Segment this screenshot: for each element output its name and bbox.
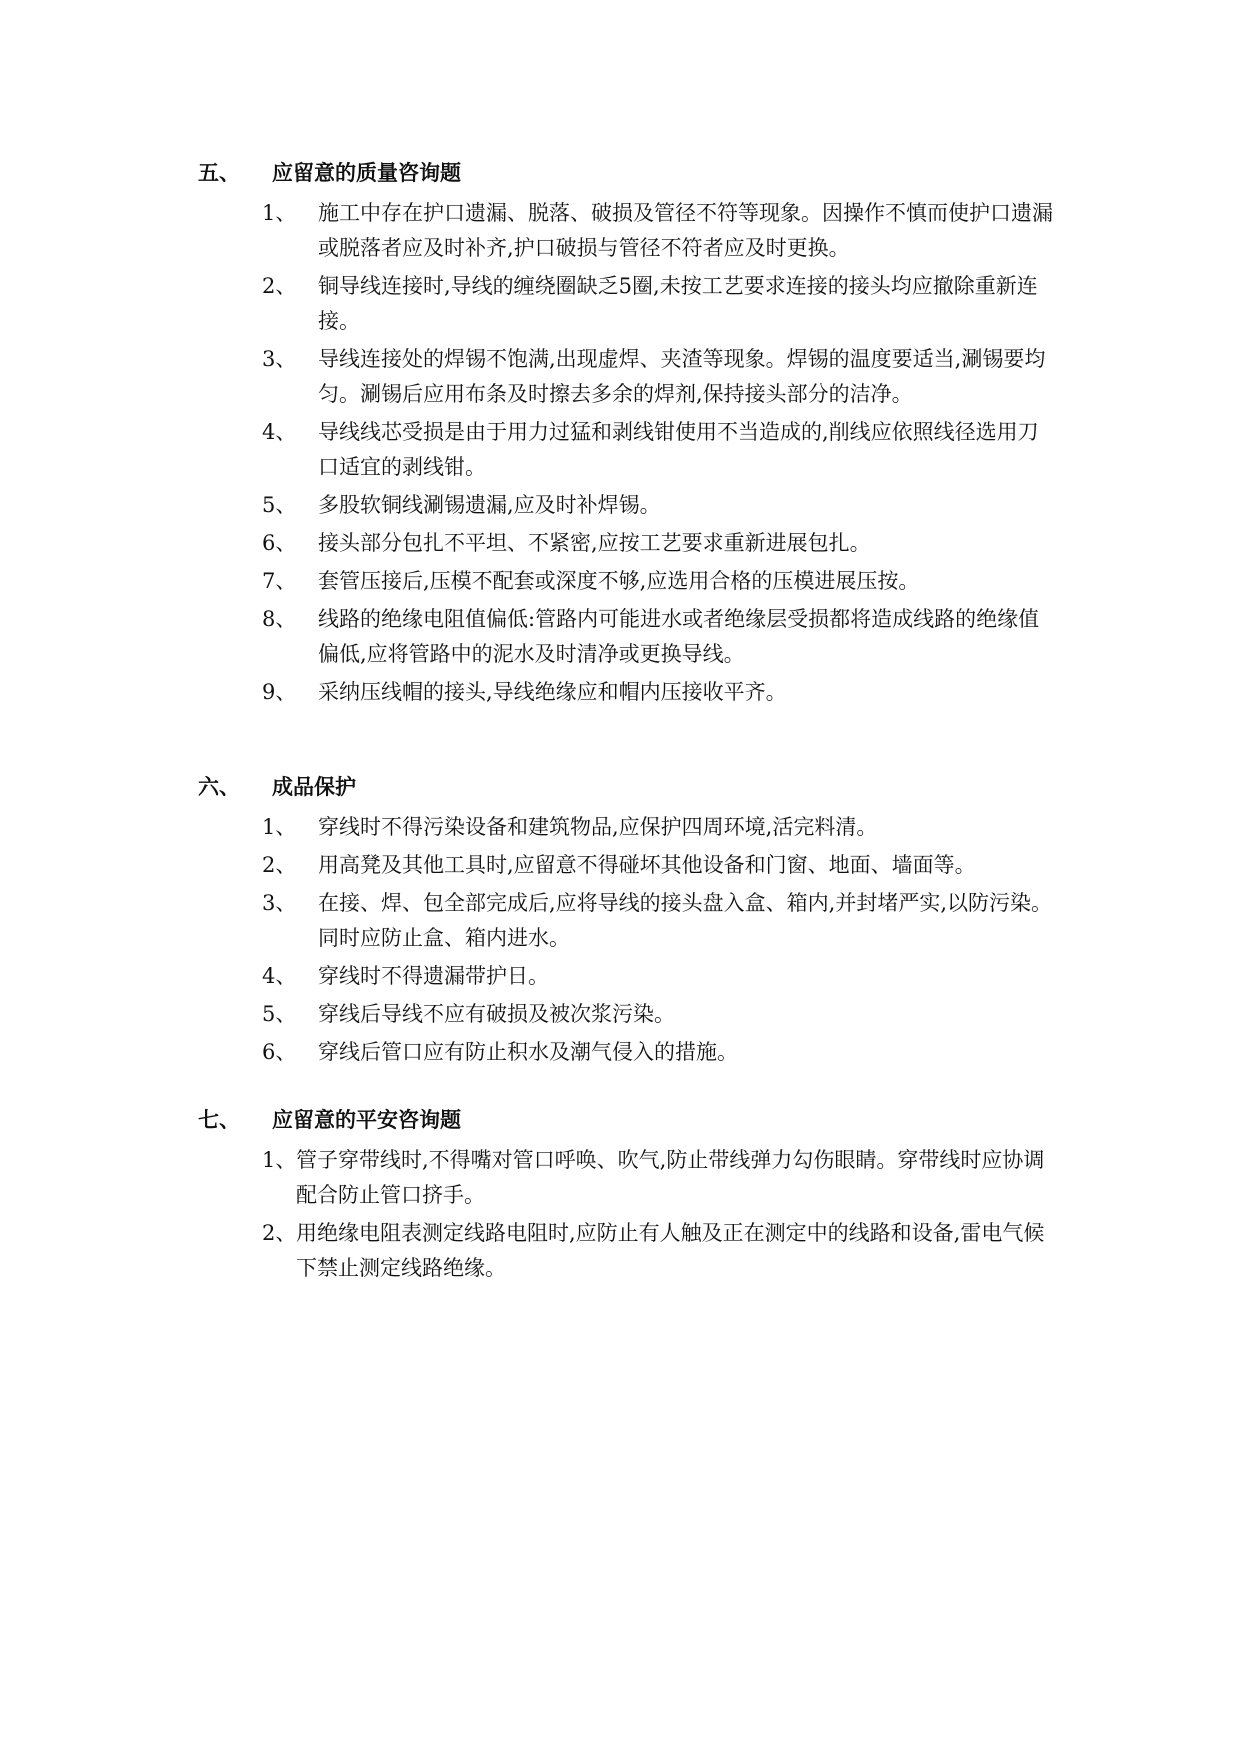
item-number: 3、	[262, 891, 297, 915]
item-text: 穿线后管口应有防止积水及潮气侵入的措施。	[318, 1040, 738, 1064]
list-item	[198, 810, 1058, 845]
item-number: 1、	[262, 815, 297, 839]
list-item	[198, 1216, 1058, 1286]
item-text: 穿线时不得遗漏带护日。	[318, 964, 549, 988]
item-number: 2、	[262, 853, 297, 877]
item-number: 2、	[262, 1221, 297, 1245]
item-number: 6、	[262, 531, 297, 555]
list-item	[198, 997, 1058, 1032]
section-number: 七、	[198, 1108, 240, 1132]
list-item	[198, 675, 1058, 710]
list-item	[198, 886, 1058, 956]
item-number: 8、	[262, 607, 297, 631]
item-number: 5、	[262, 1002, 297, 1026]
list-item	[198, 488, 1058, 523]
item-text: 导线连接处的焊锡不饱满,出现虚焊、夹渣等现象。焊锡的温度要适当,涮锡要均匀。涮锡后应用布条及时擦去多余的焊剂,保持接头部分的洁净。	[318, 347, 1046, 406]
section-quality-issues	[198, 156, 1058, 713]
section-title: 成品保护	[272, 775, 356, 799]
section-safety-issues	[198, 1103, 1058, 1289]
item-text: 套管压接后,压模不配套或深度不够,应选用合格的压模进展压按。	[318, 569, 920, 593]
item-text: 穿线时不得污染设备和建筑物品,应保护四周环境,活完料清。	[318, 815, 878, 839]
item-text: 多股软铜线涮锡遗漏,应及时补焊锡。	[318, 493, 661, 517]
item-text: 线路的绝缘电阻值偏低:管路内可能进水或者绝缘层受损都将造成线路的绝缘值偏低,应将管路中的泥水及时清净或更换导线。	[318, 607, 1040, 666]
section-title: 应留意的平安咨询题	[272, 1108, 461, 1132]
section-title: 应留意的质量咨询题	[272, 161, 461, 185]
section-product-protection	[198, 770, 1058, 1073]
item-number: 9、	[262, 680, 297, 704]
item-number: 4、	[262, 420, 297, 444]
item-number: 7、	[262, 569, 297, 593]
list-item	[198, 602, 1058, 672]
item-text: 导线线芯受损是由于用力过猛和剥线钳使用不当造成的,削线应依照线径选用刀口适宜的剥线钳。	[318, 420, 1039, 479]
item-text: 在接、焊、包全部完成后,应将导线的接头盘入盒、箱内,并封堵严实,以防污染。同时应防止盒、箱内进水。	[318, 891, 1053, 950]
item-text: 用绝缘电阻表测定线路电阻时,应防止有人触及正在测定中的线路和设备,雷电气候下禁止测定线路绝缘。	[296, 1221, 1045, 1280]
item-text: 铜导线连接时,导线的缠绕圈缺乏5圈,未按工艺要求连接的接头均应撤除重新连接。	[318, 274, 1038, 333]
section-number: 五、	[198, 161, 240, 185]
section-heading	[198, 770, 1058, 804]
section-heading	[198, 156, 1058, 190]
list-item	[198, 1143, 1058, 1213]
section-number: 六、	[198, 775, 240, 799]
item-number: 2、	[262, 274, 297, 298]
list-item	[198, 415, 1058, 485]
list-item	[198, 959, 1058, 994]
item-text: 用高凳及其他工具时,应留意不得碰坏其他设备和门窗、地面、墙面等。	[318, 853, 976, 877]
item-text: 管子穿带线时,不得嘴对管口呼唤、吹气,防止带线弹力勾伤眼睛。穿带线时应协调配合防止管口挤手。	[296, 1148, 1045, 1207]
item-text: 采纳压线帽的接头,导线绝缘应和帽内压接收平齐。	[318, 680, 787, 704]
item-number: 5、	[262, 493, 297, 517]
list-item	[198, 1035, 1058, 1070]
list-item	[198, 848, 1058, 883]
list-item	[198, 526, 1058, 561]
item-number: 6、	[262, 1040, 297, 1064]
item-text: 施工中存在护口遗漏、脱落、破损及管径不符等现象。因操作不慎而使护口遗漏或脱落者应及时补齐,护口破损与管径不符者应及时更换。	[318, 201, 1053, 260]
item-number: 1、	[262, 1148, 297, 1172]
list-item	[198, 269, 1058, 339]
list-item	[198, 564, 1058, 599]
item-number: 1、	[262, 201, 297, 225]
item-number: 3、	[262, 347, 297, 371]
item-text: 接头部分包扎不平坦、不紧密,应按工艺要求重新进展包扎。	[318, 531, 871, 555]
item-text: 穿线后导线不应有破损及被次浆污染。	[318, 1002, 675, 1026]
list-item	[198, 196, 1058, 266]
section-heading	[198, 1103, 1058, 1137]
item-number: 4、	[262, 964, 297, 988]
list-item	[198, 342, 1058, 412]
